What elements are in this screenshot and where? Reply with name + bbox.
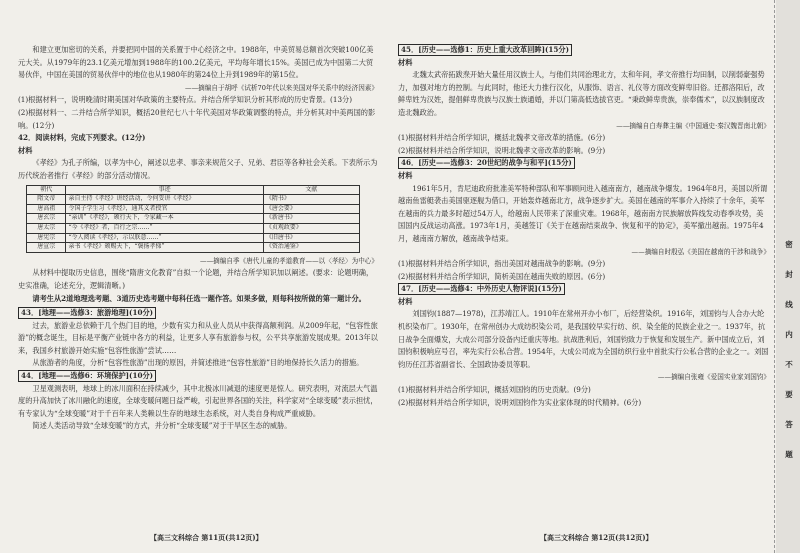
table-cell: “亲训”《孝经》，颁行天下，令家藏一本 [66, 214, 263, 224]
question-43-title: 43．[地理——选修3：旅游地理](10分) [18, 307, 156, 319]
question-45-2: (2)根据材料并结合所学知识，说明北魏孝文帝改革的影响。(9分) [398, 145, 606, 155]
question-44-title: 44．[地理——选修6：环境保护](10分) [18, 370, 156, 382]
table-cell: “令人阅读《孝经》，示以朕意……” [66, 233, 263, 243]
selection-instruction: 请考生从2道地理选考题、3道历史选考题中每科任选一题作答。如果多做，则每科按所做的第一题计分。 [32, 294, 366, 304]
material-label: 材料 [398, 170, 413, 180]
question-45-heading [398, 44, 770, 57]
question-46-1: (1)根据材料并结合所学知识，指出美国对越南战争的影响。(9分) [398, 259, 606, 269]
question-46-2: (2)根据材料并结合所学知识，简析美国在越南失败的原因。(6分) [398, 271, 606, 281]
question-43-material: 过去，旅游业总依赖于几个热门目的地，少数有实力和从业人员从中获得高额利润。从2009年起，“包容性旅游”的概念诞生，目标是平衡产业链中各方的利益，让更多人享有旅游参与权，公平共享旅游发展成果。2013年以来，我国乡村旅游开始实施“包容性旅游”尝试…… [18, 320, 378, 355]
question-45-source: ——摘编自白寿彝主编《中国通史·秦汉魏晋南北朝》 [616, 121, 770, 130]
question-45-title: 45．[历史——选修1：历史上重大改革回眸](15分) [398, 44, 572, 56]
question-43-heading [18, 307, 378, 320]
table-cell: 唐高祖 [27, 204, 66, 214]
question-42-material: 《孝经》为孔子所编，以孝为中心，阐述以忠孝、事亲来规范父子、兄弟、君臣等各种社会关系。下表所示为历代统治者推行《孝经》的部分活动情况。 [18, 158, 378, 180]
question-44-task: 简述人类活动导致“全球变暖”的方式，并分析“全球变暖”对于干旱区生态的威胁。 [32, 421, 292, 431]
table-row [27, 243, 360, 253]
question-44-material: 卫星观测表明，地球上的冰川面积在持续减少，其中北极冰川减退的速度更是惊人。研究表明，对流层大气温度的升高加快了冰川融化的速度，全球变暖问题日益严峻，引起世界各国的关注，科学家对“全球变暖”表示担忧，有专家认为“全球变暖”对于千百年来人类赖以生存的地球生态系统，对人类自身构成严重威胁。 [18, 383, 378, 418]
table-row [27, 223, 360, 233]
question-46-material: 1961年5月，肯尼迪政府批准美军特种部队和军事顾问进入越南南方，越南战争爆发。1964年8月，美国以所谓越南鱼雷艇袭击美国驱逐舰为借口，开始轰炸越南北方，战争逐步扩大。美国在越南的军事介入持续了十余年，美军在越南的兵力最多时超过54万人，给越南人民带来了深重灾难。1968年，越南南方民族解放阵线发动春季攻势，美国国内反战运动高涨。1973年1月，美越签订《关于在越南结束战争、恢复和平的协定》，美军撤出越南。1975年4月，越南南方解放，越南战争结束。 [398, 183, 768, 243]
table-row [27, 195, 360, 205]
table-cell: 隋文帝 [27, 195, 66, 205]
table-cell: 《隋书》 [263, 195, 359, 205]
table-cell: “今《孝经》者，百行之宗……” [66, 223, 263, 233]
table-cell: 亲自主持《孝经》讲经活动，令何妥讲《孝经》 [66, 195, 263, 205]
question-46-heading [398, 157, 770, 170]
question-47-title: 47．[历史——选修4：中外历史人物评说](15分) [398, 283, 565, 295]
table-source: ——摘编自季《唐代儿童的孝道教育——以〈孝经〉为中心》 [199, 256, 378, 265]
table-cell: 唐宪宗 [27, 233, 66, 243]
question-47-heading [398, 283, 770, 296]
table-cell: 《旧唐书》 [263, 233, 359, 243]
seal-char: 封 [785, 270, 793, 279]
question-47-2: (2)根据材料并结合所学知识，说明刘国钧作为实业家体现的时代精神。(6分) [398, 397, 642, 407]
table-header-row [27, 185, 360, 195]
question-41-1: (1)根据材料一，说明晚清时期美国对华政策的主要特点。并结合所学知识分析其形成的历史背景。(13分) [18, 95, 353, 105]
seal-char: 内 [785, 330, 793, 339]
question-47-source: ——摘编自张雍《爱国实业家刘国钧》 [657, 373, 770, 382]
question-41-2: (2)根据材料一、二并结合所学知识，概括20世纪七八十年代美国对华政策调整的特点，并分析其对中美两国的影响。(12分) [18, 107, 376, 130]
intro-source: ——摘编自于胡呼《试析70年代以来美国对华关系中的经济因素》 [184, 83, 378, 92]
table-header-cell: 朝代 [27, 185, 66, 195]
question-43-task: 从旅游者的角度，分析“包容性旅游”出现的原因，并简述推进“包容性旅游”目的地保持长久活力的措施。 [32, 358, 364, 368]
table-header-cell: 文献 [263, 185, 359, 195]
table-row [27, 204, 360, 214]
table-cell: 《资治通鉴》 [263, 243, 359, 253]
intro-paragraph: 和建立更加密切的关系，并要把同中国的关系置于中心经济之中。1988年，中美贸易总额首次突破100亿美元大关。从1979年的23.1亿美元增加到1988年的100.2亿美元，平均每年增长15%。美国已成为中国第二大贸易伙伴，中国在美国的贸易伙伴中的地位也从1980年的第24位上升到1989年的第15位。 [18, 45, 374, 80]
table-cell: 《唐会要》 [263, 204, 359, 214]
right-column [398, 44, 770, 409]
table-row [27, 233, 360, 243]
material-label: 材料 [398, 57, 413, 67]
seal-warning [784, 230, 794, 470]
table-cell: 唐太宗 [27, 223, 66, 233]
table-cell: 唐宣宗 [27, 243, 66, 253]
history-table [26, 185, 360, 253]
seal-char: 答 [785, 420, 793, 429]
seal-margin [776, 0, 800, 553]
question-47-1: (1)根据材料并结合所学知识，概括刘国钧的历史贡献。(9分) [398, 385, 591, 395]
question-47-material: 刘国钧(1887—1978)，江苏靖江人。1910年在常州开办小布厂，后经营染织。1916年，刘国钧与人合办大纶机织染布厂。1930年，在常州创办大成纺织染公司，是我国较早实行纺、织、染全能的民族企业之一。1937年，抗日战争全面爆发，大成公司部分设备内迁重庆等地。抗战胜利后，刘国钧致力于恢复和发展生产。新中国成立后，刘国钧积极响应号召，率先实行公私合营。1954年，大成公司成为全国纺织行业中首批实行公私合营的企业之一。刘国钧历任江苏省副省长、全国政协委员等职。 [398, 309, 769, 369]
question-46-source: ——摘编自时殷弘《美国在越南的干涉和战争》 [631, 247, 770, 256]
table-cell: 唐玄宗 [27, 214, 66, 224]
seal-char: 密 [785, 240, 793, 249]
table-cell: 亲书《孝经》颁赐天下，“褒扬孝悌” [66, 243, 263, 253]
page-footer-right: 【高三文科综合 第12页(共12页)】 [540, 533, 653, 542]
material-label: 材料 [18, 145, 33, 155]
question-45-material: 北魏太武帝拓跋焘开始大量任用汉族士人，与他们共同治理北方，太和年间，孝文帝推行均田制，以削弱豪强势力，加强对地方的控制。与此同时，他还大力推行汉化，从服饰、语言、礼仪等方面改变鲜卑旧俗。迁都洛阳后，改鲜卑姓为汉姓，提倡鲜卑贵族与汉族士族通婚，并以门第高低选拔官吏。“秉政鲜卑贵族，崇奉儒术”，以汉族制度改造北魏政治。 [398, 70, 765, 117]
left-column [18, 44, 378, 433]
material-label: 材料 [398, 296, 413, 306]
page-footer-left: 【高三文科综合 第11页(共12页)】 [150, 533, 263, 542]
table-header-cell: 事迹 [66, 185, 263, 195]
table-cell: 《新唐书》 [263, 214, 359, 224]
question-42-task: 从材料中提取历史信息，围绕“隋唐文化教育”自拟一个论题，并结合所学知识加以阐述。(要求：论题明确，史实准确，论述充分，逻辑清晰。) [18, 268, 374, 290]
seal-char: 要 [785, 390, 793, 399]
seal-char: 不 [785, 360, 793, 369]
question-44-heading [18, 370, 378, 383]
table-cell: 《贞观政要》 [263, 223, 359, 233]
seal-char: 题 [785, 450, 793, 459]
table-row [27, 214, 360, 224]
question-42-heading: 42．阅读材料，完成下列要求。(12分) [18, 133, 146, 143]
question-45-1: (1)根据材料并结合所学知识，概括北魏孝文帝改革的措施。(6分) [398, 133, 606, 143]
question-46-title: 46．[历史——选修3：20世纪的战争与和平](15分) [398, 157, 575, 169]
table-cell: 令国子学生习《孝经》，通其义者授官 [66, 204, 263, 214]
seal-char: 线 [785, 300, 793, 309]
